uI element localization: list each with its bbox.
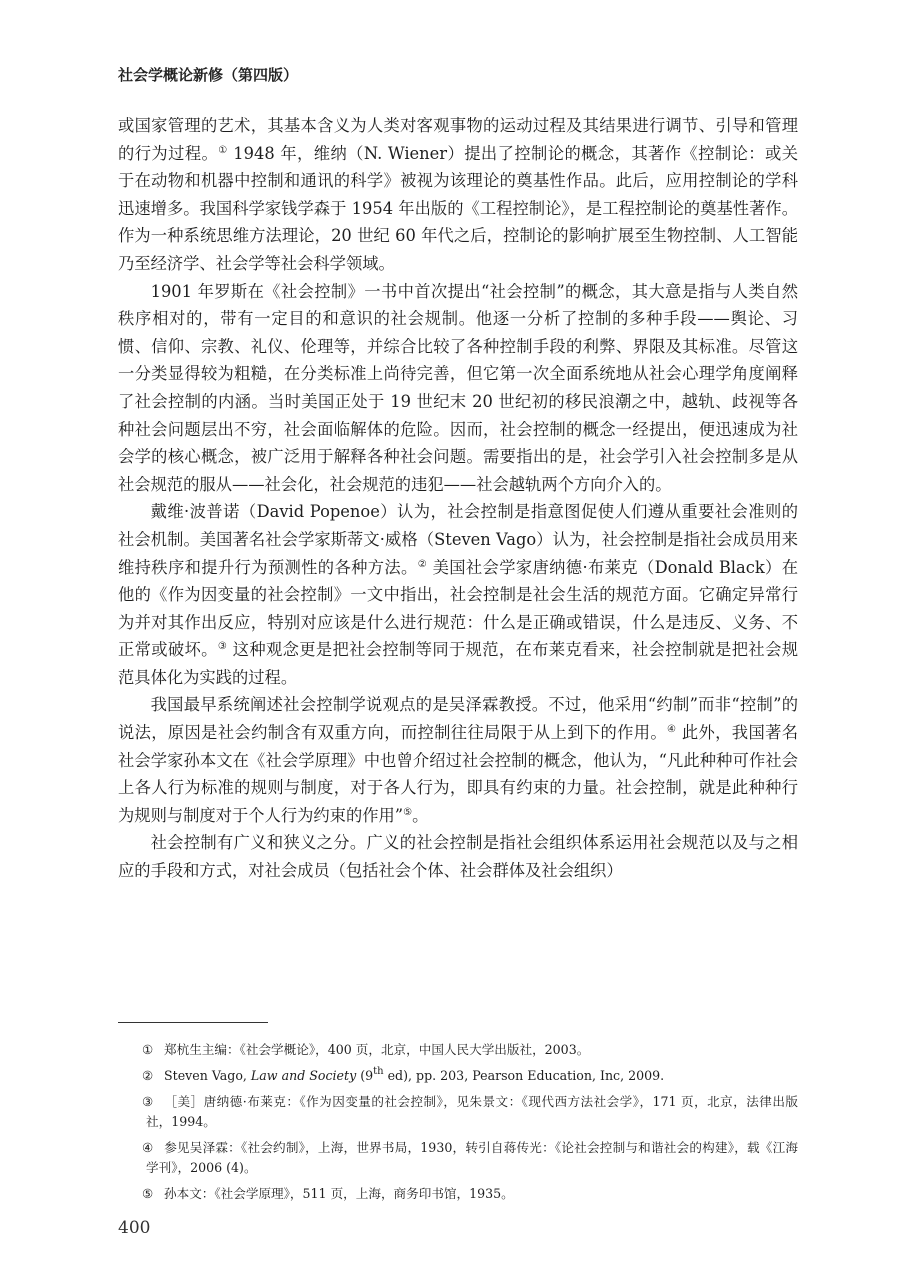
- paragraph-3-text-a: 戴维·波普诺（David Popenoe）认为，社会控制是指意图促使人们遵从重要社会准则的社会机制。美国著名社会学家斯蒂文·威格（Steven Vago）认为，社会控制是指社会成员用来维持秩序和提升行为预测性的各种方法。: [118, 502, 798, 577]
- paragraph-1: [118, 112, 798, 278]
- footnote-mark-1: ①: [142, 1042, 154, 1057]
- page-number: 400: [118, 1218, 151, 1238]
- footnote-text-2c: ed), pp. 203, Pearson Education, Inc, 2009.: [383, 1068, 665, 1083]
- running-title: 社会学概论新修（第四版）: [118, 66, 299, 84]
- footnote-text-3: ［美］唐纳德·布莱克：《作为因变量的社会控制》，见朱景文：《现代西方法社会学》，171 页，北京，法律出版社，1994。: [146, 1094, 798, 1129]
- footnote-2: [118, 1066, 798, 1086]
- footnote-divider: [118, 1022, 268, 1023]
- footnote-ref-1: ①: [218, 144, 228, 156]
- body-text: [118, 112, 798, 885]
- footnote-mark-4: ④: [142, 1140, 154, 1155]
- paragraph-4-text-c: 。: [412, 805, 429, 825]
- footnote-3: [118, 1092, 798, 1132]
- footnote-text-2a: Steven Vago,: [164, 1068, 251, 1083]
- footnote-mark-2: ②: [142, 1068, 154, 1083]
- footnote-ref-3: ③: [217, 641, 228, 653]
- footnote-book-title: Law and Society: [250, 1068, 357, 1083]
- paragraph-4-text-a: 我国最早系统阐述社会控制学说观点的是吴泽霖教授。不过，他采用“约制”而非“控制”的说法，原因是社会约制含有双重方向，而控制往往局限于从上到下的作用。: [118, 695, 798, 743]
- footnote-text-4: 参见吴泽霖：《社会约制》，上海，世界书局，1930，转引自蒋传光：《论社会控制与和谐社会的构建》，载《江海学刊》，2006 (4)。: [146, 1140, 798, 1175]
- footnote-text-2b: (9: [356, 1068, 374, 1083]
- paragraph-5: [118, 829, 798, 884]
- footnote-4: [118, 1138, 798, 1178]
- paragraph-2-text: 1901 年罗斯在《社会控制》一书中首次提出“社会控制”的概念，其大意是指与人类自然秩序相对的，带有一定目的和意识的社会规制。他逐一分析了控制的多种手段——舆论、习惯、信仰、宗教、礼仪、伦理等，并综合比较了各种控制手段的利弊、界限及其标准。尽管这一分类显得较为粗糙，在分类标准上尚待完善，但它第一次全面系统地从社会心理学角度阐释了社会控制的内涵。当时美国正处于 19 世纪末 20 世纪初的移民浪潮之中，越轨、歧视等各种社会问题层出不穷，社会面临解体的危险。因而，社会控制的概念一经提出，便迅速成为社会学的核心概念，被广泛用于解释各种社会问题。需要指出的是，社会学引入社会控制多是从社会规范的服从——社会化，社会规范的违犯——社会越轨两个方向介入的。: [118, 281, 798, 494]
- footnote-text-5: 孙本文：《社会学原理》，511 页，上海，商务印书馆，1935。: [164, 1186, 514, 1201]
- footnote-mark-5: ⑤: [142, 1186, 154, 1201]
- footnote-ref-4: ④: [667, 724, 677, 736]
- paragraph-3-text-c: 这种观念更是把社会控制等同于规范，在布莱克看来，社会控制就是把社会规范具体化为实践的过程。: [118, 640, 798, 687]
- paragraph-4-text-b: 此外，我国著名社会学家孙本文在《社会学原理》中也曾介绍过社会控制的概念，他认为，“凡此种种可作社会上各人行为标准的规则与制度，对于各人行为，即具有约束的力量。社会控制，就是此种种行为规则与制度对于个人行为约束的作用”: [118, 723, 798, 825]
- footnote-1: [118, 1040, 798, 1060]
- paragraph-3-text-b: 美国社会学家唐纳德·布莱克（Donald Black）在他的《作为因变量的社会控制》一文中指出，社会控制是社会生活的规范方面。它确定异常行为并对其作出反应，特别对应该是什么进行规范：什么是正确或错误，什么是违反、义务、不正常或破坏。: [118, 557, 798, 660]
- footnote-edition-sup: th: [373, 1066, 384, 1077]
- footnote-text-1: 郑杭生主编：《社会学概论》，400 页，北京，中国人民大学出版社，2003。: [164, 1042, 590, 1057]
- paragraph-1-text-b: 1948 年，维纳（N. Wiener）提出了控制论的概念，其著作《控制论：或关于在动物和机器中控制和通讯的科学》被视为该理论的奠基性作品。此后，应用控制论的学科迅速增多。我国科学家钱学森于 1954 年出版的《工程控制论》，是工程控制论的奠基性著作。作为一种系统思维方法理论，20 世纪 60 年代之后，控制论的影响扩展至生物控制、人工智能乃至经济学、社会学等社会科学领域。: [118, 143, 798, 273]
- footnote-5: [118, 1184, 798, 1204]
- paragraph-3: [118, 498, 798, 691]
- paragraph-2: [118, 278, 798, 499]
- footnote-mark-3: ③: [142, 1094, 154, 1109]
- paragraph-4: [118, 691, 798, 829]
- footnotes: [118, 1040, 798, 1210]
- footnote-ref-2: ②: [417, 558, 428, 570]
- paragraph-1-text-a: 或国家管理的艺术，其基本含义为人类对客观事物的运动过程及其结果进行调节、引导和管理的行为过程。: [118, 116, 798, 163]
- paragraph-5-text: 社会控制有广义和狭义之分。广义的社会控制是指社会组织体系运用社会规范以及与之相应的手段和方式，对社会成员（包括社会个体、社会群体及社会组织）: [118, 833, 798, 881]
- footnote-ref-5: ⑤: [403, 806, 413, 818]
